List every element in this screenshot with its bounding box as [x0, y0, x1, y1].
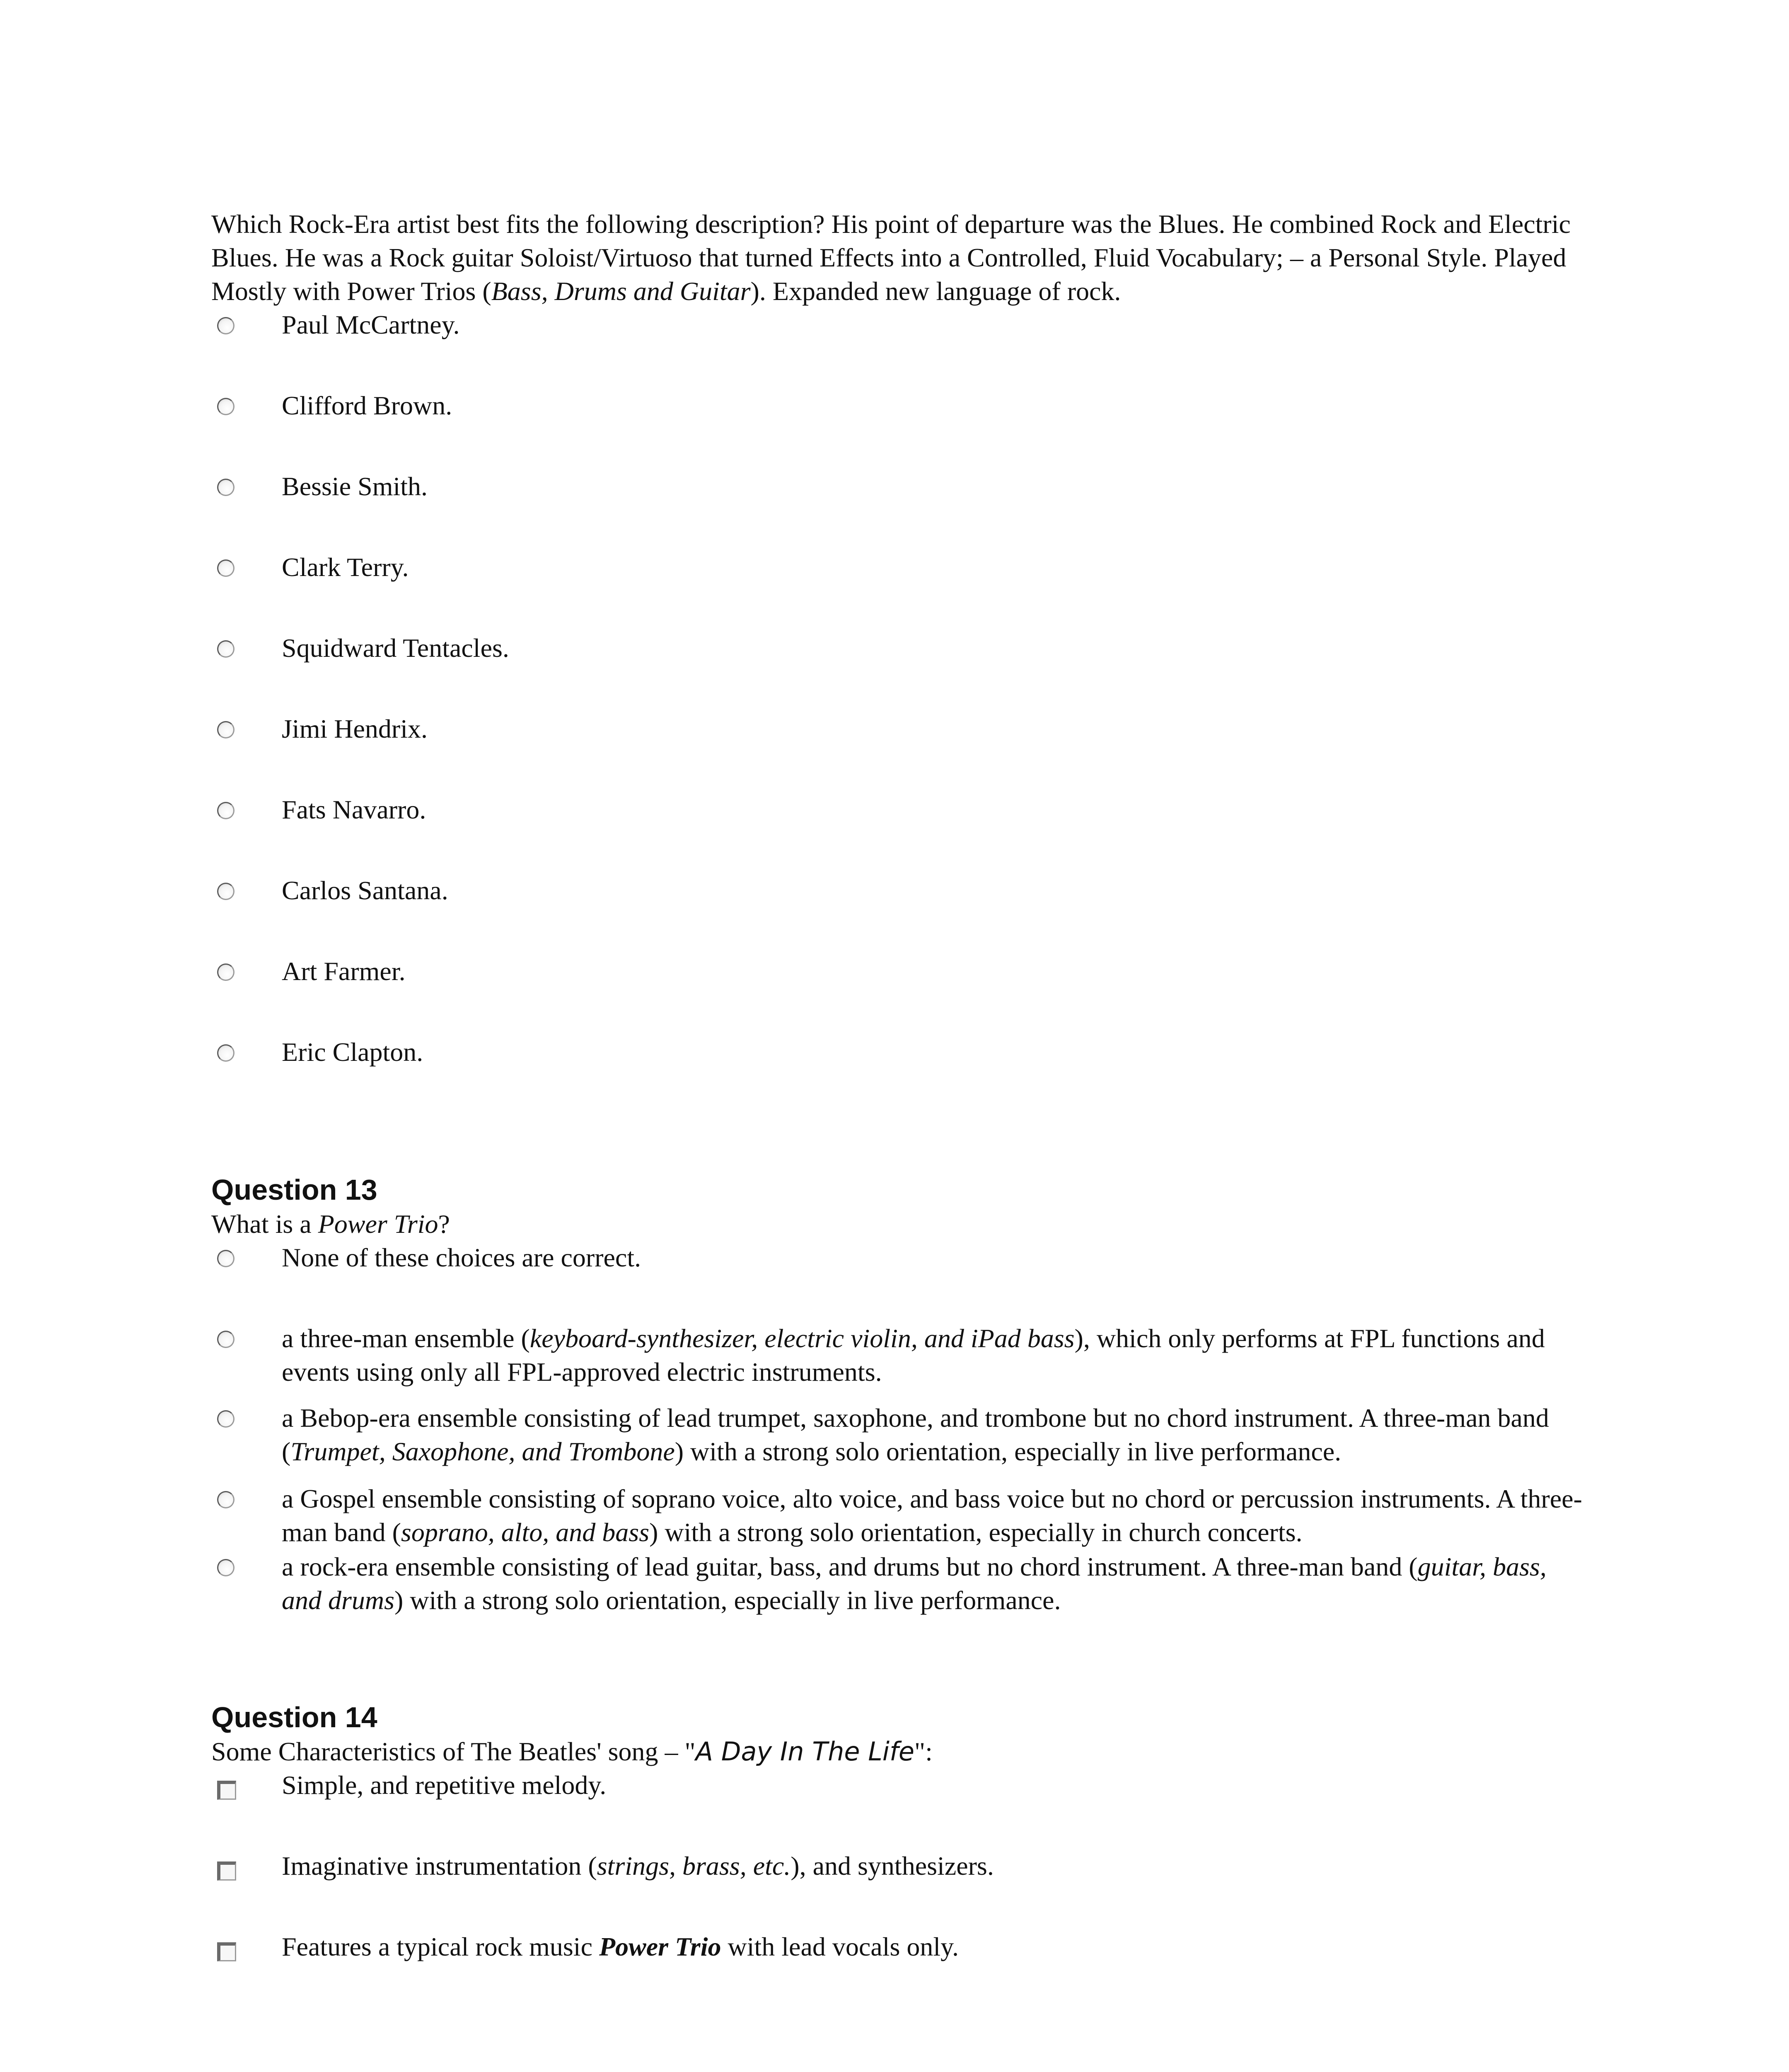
q12-options: [211, 308, 1591, 1069]
radio-button[interactable]: [217, 1410, 235, 1428]
radio-button[interactable]: [217, 963, 235, 981]
option-label: a three-man ensemble (keyboard-synthesizer, electric violin, and iPad bass), which only performs at FPL functions and events using only all FPL-approved electric instruments.: [282, 1324, 1545, 1387]
option-label: Bessie Smith.: [282, 472, 428, 501]
option-label: None of these choices are correct.: [282, 1243, 641, 1272]
q14-option-1[interactable]: [211, 1768, 1591, 1802]
q14-options: [211, 1768, 1591, 1963]
radio-button[interactable]: [217, 1331, 235, 1348]
checkbox[interactable]: [217, 1861, 236, 1881]
radio-button[interactable]: [217, 1044, 235, 1062]
option-label: Simple, and repetitive melody.: [282, 1770, 607, 1800]
radio-button[interactable]: [217, 398, 235, 415]
radio-button[interactable]: [217, 479, 235, 496]
option-label: Carlos Santana.: [282, 876, 448, 905]
q13-option-4[interactable]: [211, 1482, 1591, 1549]
q13-option-5[interactable]: [211, 1550, 1591, 1617]
q12-option-4[interactable]: [211, 550, 1591, 584]
q13-option-2[interactable]: [211, 1322, 1591, 1389]
q14-option-3[interactable]: [211, 1930, 1591, 1963]
q12-option-8[interactable]: [211, 874, 1591, 907]
option-label: Squidward Tentacles.: [282, 633, 509, 663]
radio-button[interactable]: [217, 883, 235, 900]
q12-option-5[interactable]: [211, 631, 1591, 665]
option-label: Imaginative instrumentation (strings, brass, etc.), and synthesizers.: [282, 1851, 994, 1881]
option-label: a Bebop-era ensemble consisting of lead trumpet, saxophone, and trombone but no chord instrument. A three-man band (Trumpet, Saxophone, and Trombone) with a strong solo orientation, especially in live performance.: [282, 1403, 1549, 1466]
radio-button[interactable]: [217, 559, 235, 577]
radio-button[interactable]: [217, 1559, 235, 1576]
option-label: Paul McCartney.: [282, 310, 460, 339]
option-label: a Gospel ensemble consisting of soprano voice, alto voice, and bass voice but no chord or percussion instruments. A three-man band (soprano, alto, and bass) with a strong solo orientation, especially in church concerts.: [282, 1484, 1582, 1547]
q13-options: [211, 1241, 1591, 1617]
radio-button[interactable]: [217, 317, 235, 334]
question-13-heading: Question 13: [211, 1174, 377, 1206]
q13-option-1[interactable]: [211, 1241, 1591, 1274]
q12-option-3[interactable]: [211, 470, 1591, 503]
option-label: Art Farmer.: [282, 956, 406, 986]
radio-button[interactable]: [217, 802, 235, 819]
option-label: Jimi Hendrix.: [282, 714, 428, 743]
radio-button[interactable]: [217, 640, 235, 658]
q14-option-2[interactable]: [211, 1849, 1591, 1883]
radio-button[interactable]: [217, 1250, 235, 1267]
q13-stem: What is a Power Trio?: [211, 1209, 450, 1239]
option-label: a rock-era ensemble consisting of lead guitar, bass, and drums but no chord instrument. A three-man band (guitar, bass, and drums) with a strong solo orientation, especially in live performance.: [282, 1552, 1547, 1615]
option-label: Features a typical rock music Power Trio with lead vocals only.: [282, 1932, 959, 1961]
radio-button[interactable]: [217, 721, 235, 738]
option-label: Eric Clapton.: [282, 1037, 423, 1067]
checkbox[interactable]: [217, 1942, 236, 1961]
q12-stem: Which Rock-Era artist best fits the following description? His point of departure was the Blues. He combined Rock and Electric Blues. He was a Rock guitar Soloist/Virtuoso that turned Effects into a Controlled, Fluid Vocabulary; – a Personal Style. Played Mostly with Power Trios (Bass, Drums and Guitar). Expanded new language of rock.: [211, 209, 1571, 306]
option-label: Clark Terry.: [282, 552, 409, 582]
q12-option-2[interactable]: [211, 389, 1591, 422]
q12-option-10[interactable]: [211, 1035, 1591, 1069]
checkbox[interactable]: [217, 1781, 236, 1800]
q12-option-6[interactable]: [211, 712, 1591, 746]
q12-option-7[interactable]: [211, 793, 1591, 826]
q13-option-3[interactable]: [211, 1401, 1591, 1468]
option-label: Fats Navarro.: [282, 795, 426, 824]
q14-stem: Some Characteristics of The Beatles' song – "A Day In The Life":: [211, 1736, 933, 1767]
option-label: Clifford Brown.: [282, 391, 452, 420]
q12-option-1[interactable]: [211, 308, 1591, 341]
q12-option-9[interactable]: [211, 954, 1591, 988]
quiz-page: [211, 207, 1591, 1963]
question-14-heading: Question 14: [211, 1701, 377, 1733]
radio-button[interactable]: [217, 1491, 235, 1508]
